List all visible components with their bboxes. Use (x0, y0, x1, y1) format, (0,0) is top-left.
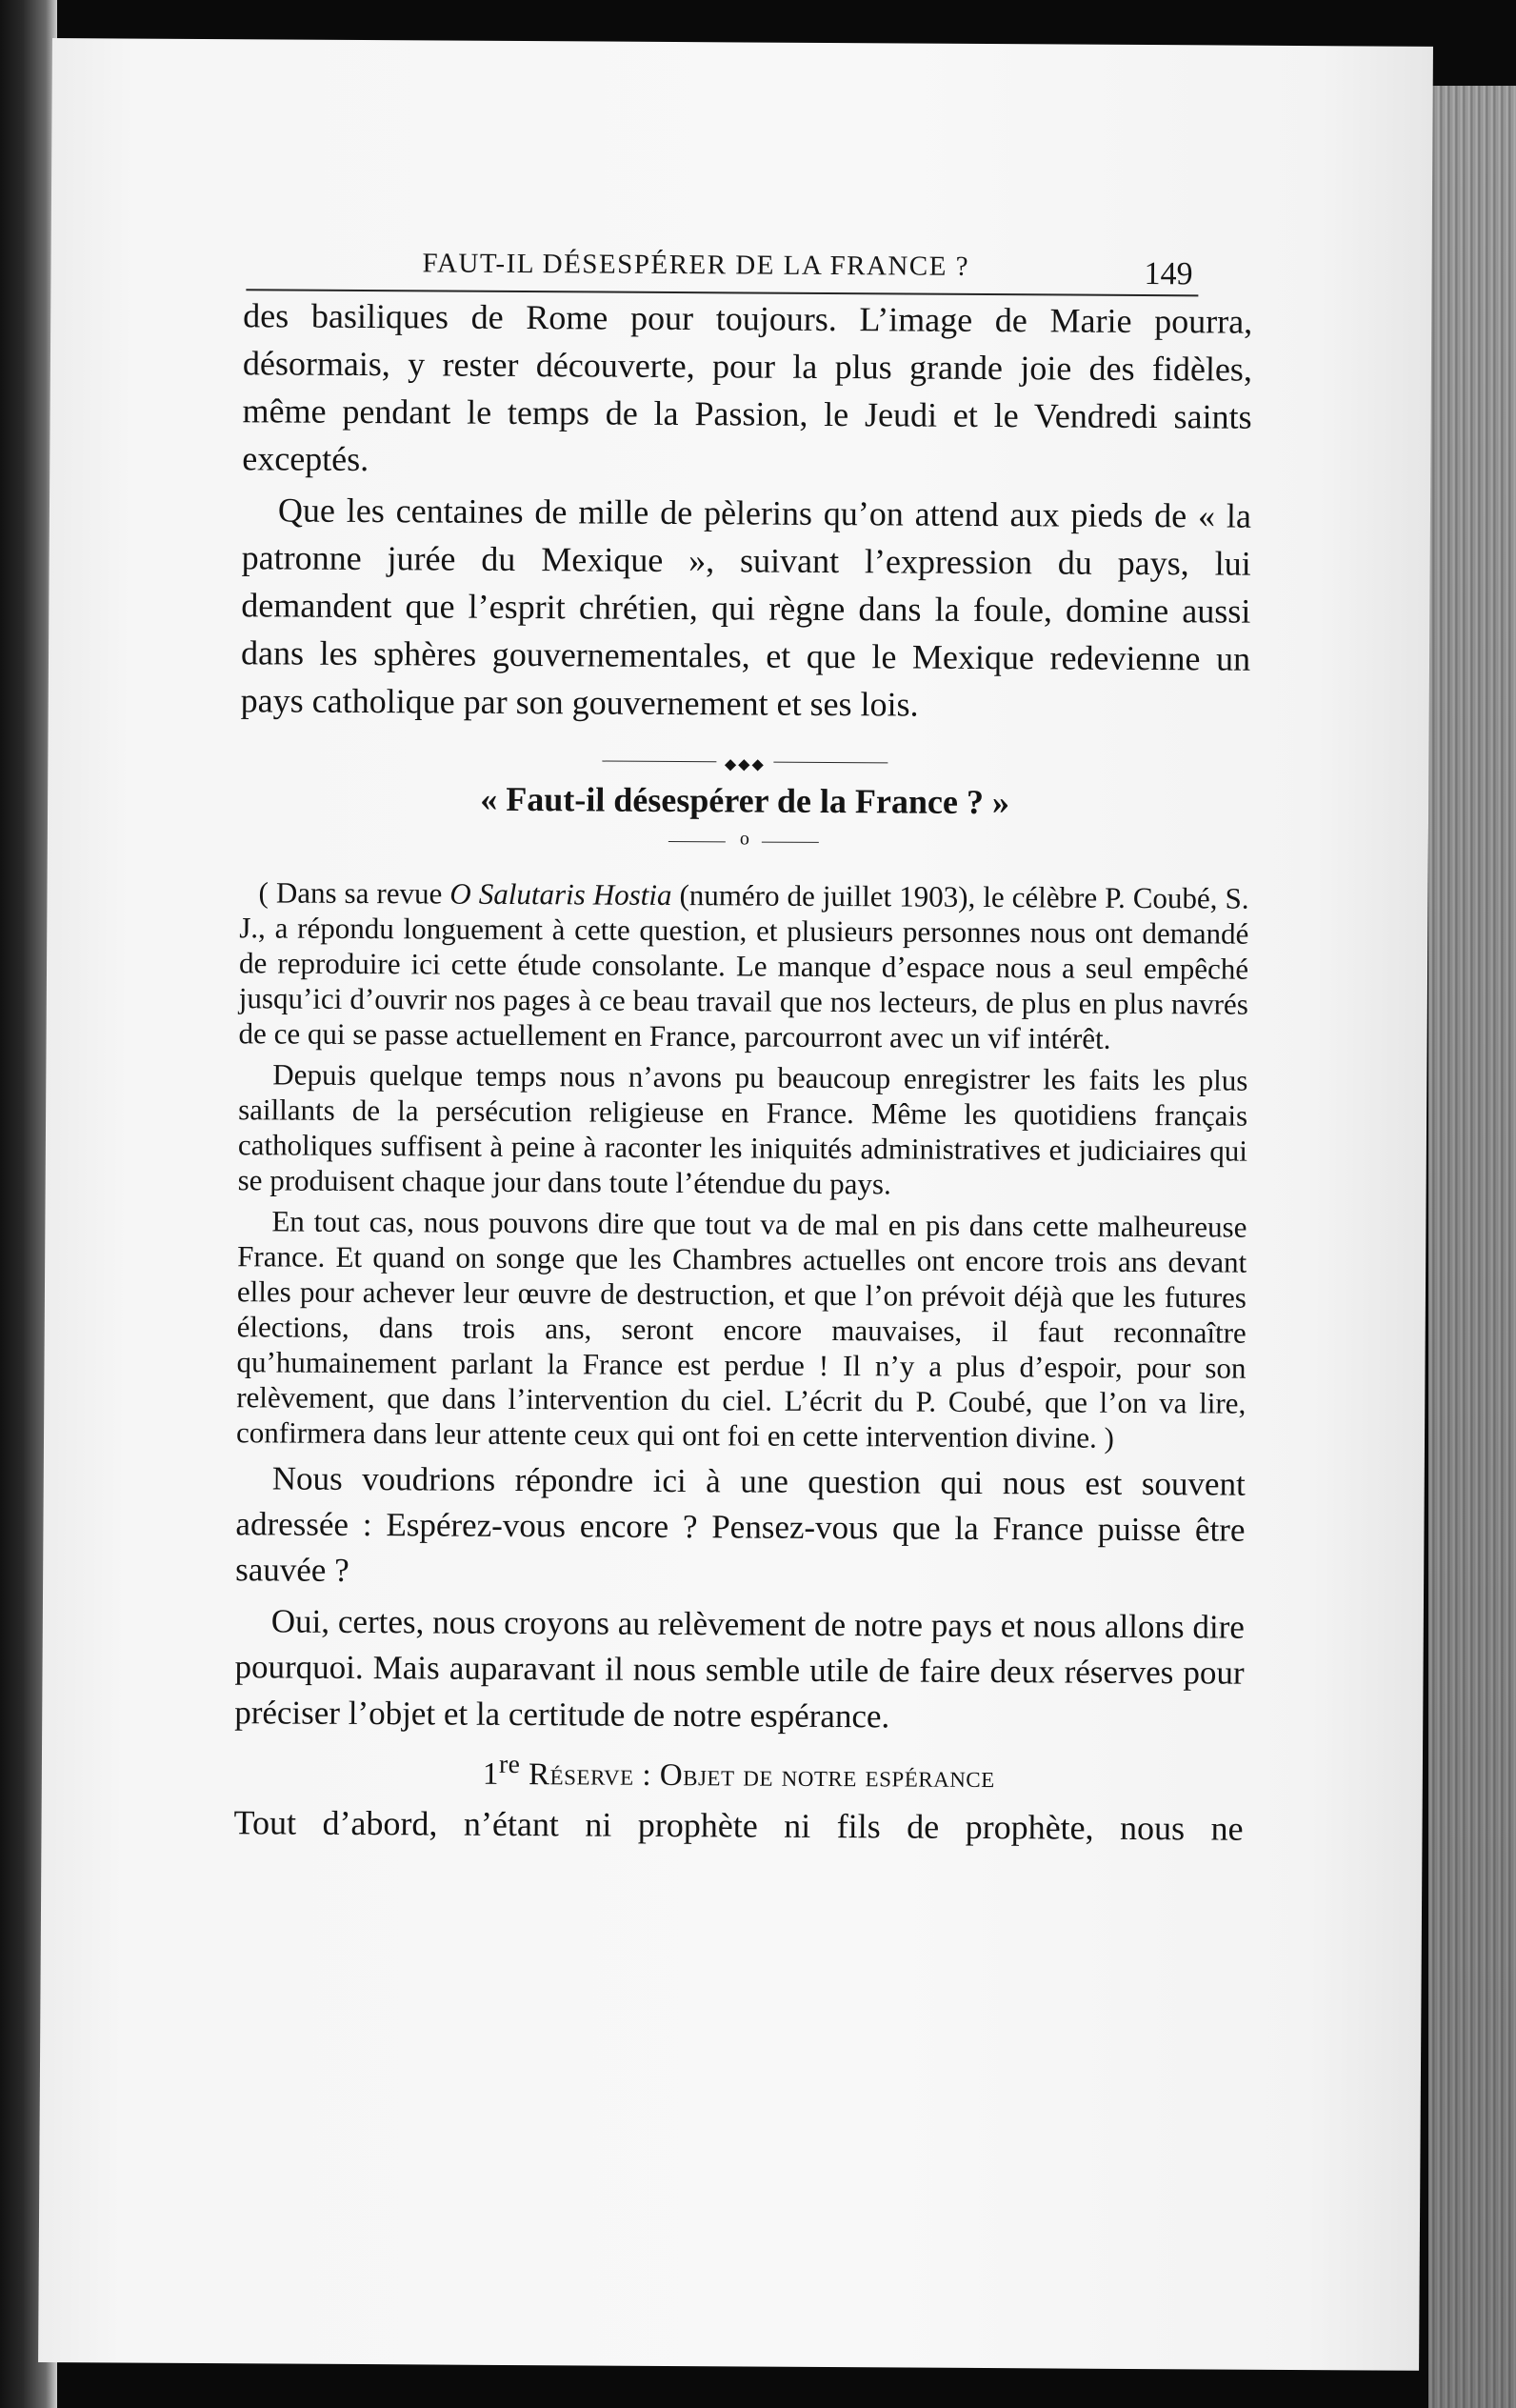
paragraph-question: Nous voudrions répondre ici à une question qui nous est souvent adressée : Espérez-vous encore ? Pensez-vous que la France puisse être sauvée ? (235, 1459, 1246, 1589)
paragraph-pelerins: Que les centaines de mille de pèlerins qu’on attend aux pieds de « la patronne jurée du Mexique », suivant l’expression du pays, lui demandent que l’esprit chrétien, qui règne dans la foule, domine aussi dans les sphères gouvernementales, et que le Mexique redevienne un pays catholique par son gouvernement et ses lois. (240, 491, 1252, 724)
review-title: O Salutaris Hostia (449, 876, 672, 912)
page-sheet (38, 38, 1433, 2371)
paragraph-reserves: Oui, certes, nous croyons au relèvement de notre pays et nous allons dire pourquoi. Mais auparavant il nous semble utile de faire deux réserves pour préciser l’objet et la certitude de notre espérance. (234, 1602, 1245, 1736)
running-head (193, 212, 1193, 292)
editor-note-rest: (numéro de juillet 1903), le célèbre P. Coubé, S. J., a répondu longuement à cette question, et plusieurs personnes nous ont demandé de reproduire ici cette étude consolante. Le manque d’espace nous a seul empêché jusqu’ici d’ouvrir nos pages à ce beau travail que nos lecteurs, de plus en plus navrés de ce qui se passe actuellement en France, parcourront avec un vif intérêt. (238, 877, 1249, 1055)
small-divider: o (240, 825, 1249, 859)
running-head-title: FAUT-IL DÉSESPÉRER DE LA FRANCE ? (422, 248, 970, 282)
editor-note-open: ( Dans sa revue (258, 875, 450, 911)
reserve-text: Réserve : Objet de notre espérance (520, 1757, 995, 1796)
page-body (233, 291, 1252, 1852)
reserve-number: 1 (482, 1756, 500, 1792)
reserve-ordinal: re (498, 1748, 521, 1779)
editor-note (239, 874, 1249, 1056)
page-number: 149 (1144, 256, 1193, 292)
ornament-divider: ◆◆◆ (240, 749, 1249, 773)
paragraph-persecution: Depuis quelque temps nous n’avons pu beaucoup enregistrer les faits les plus saillants de la persécution religieuse en France. Même les quotidiens français catholiques suffisent à peine à raconter les iniquités administratives et judiciaires qui se produisent chaque jour dans toute l’étendue du pays. (237, 1057, 1248, 1201)
page-stack-edge (1428, 86, 1516, 2408)
section-title: « Faut-il désespérer de la France ? » (480, 779, 1010, 822)
paragraph-chambres: En tout cas, nous pouvons dire que tout va de mal en pis dans cette malheureuse France. Et quand on songe que les Chambres actuelles ont encore trois ans devant elles pour achever leur œuvre de destruction, et que l’on prévoit déjà que les futures élections, dans trois ans, seront encore mauvaises, il faut reconnaître qu’humainement parlant la France est perdue ! Il n’y a plus d’espoir, pour son relèvement, que dans l’intervention du ciel. L’écrit du P. Coubé, que l’on va lire, confirmera dans leur attente ceux qui ont foi en cette intervention divine. ) (235, 1204, 1247, 1455)
reserve-heading (234, 1747, 1244, 1796)
paragraph-prophete: Tout d’abord, n’étant ni prophète ni fils de prophète, nous ne (233, 1803, 1244, 1848)
paragraph-basiliques: des basiliques de Rome pour toujours. L’image de Marie pourra, désormais, y rester découverte, pour la plus grande joie des fidèles, même pendant le temps de la Passion, le Jeudi et le Vendredi saints exceptés. (242, 296, 1253, 479)
